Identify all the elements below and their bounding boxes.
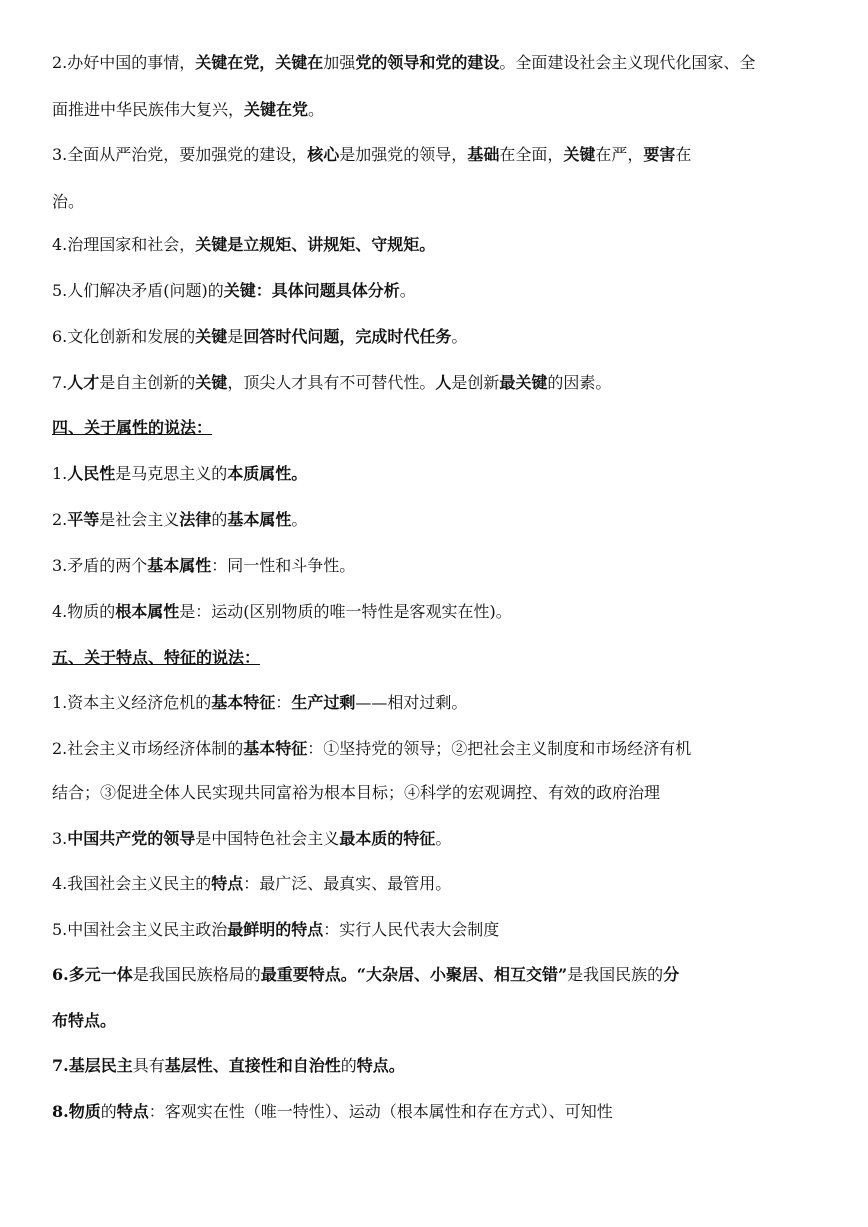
text-line <box>52 601 822 623</box>
section-heading <box>52 647 822 669</box>
text-line <box>52 234 822 256</box>
text: 。 <box>435 829 452 848</box>
text: 是我国民族格局的 <box>132 965 261 984</box>
bold-text: 法律 <box>179 510 212 529</box>
text-line <box>52 692 822 714</box>
bold-text: 基层性、直接性和自治性 <box>164 1056 341 1075</box>
text: 2. <box>52 510 68 529</box>
bold-text: 本质属性。 <box>227 464 308 483</box>
bold-text: 8.物质 <box>52 1102 101 1121</box>
bold-text: 关键：具体问题具体分析 <box>223 281 400 300</box>
text-line <box>52 738 822 760</box>
bold-text: 党的领导和党的建设 <box>355 53 500 72</box>
bold-text: 人才 <box>67 373 100 392</box>
text: ：同一性和斗争性。 <box>211 556 356 575</box>
bold-text: 关键在党 <box>244 100 309 119</box>
text: 3.矛盾的两个 <box>52 556 148 575</box>
text-line <box>52 828 822 850</box>
text-line <box>52 1101 822 1123</box>
text: 是社会主义 <box>99 510 180 529</box>
text: 3. <box>52 829 68 848</box>
text: 在 <box>675 145 692 164</box>
text: 4.物质的 <box>52 602 116 621</box>
text-line <box>52 372 822 394</box>
text: 。 <box>451 327 468 346</box>
text: 5.中国社会主义民主政治 <box>52 920 228 939</box>
text: 。 <box>291 510 308 529</box>
bold-text: 基础 <box>467 145 500 164</box>
bold-text: 分 <box>663 965 680 984</box>
text: ：实行人民代表大会制度 <box>323 920 500 939</box>
text-line <box>52 280 822 302</box>
bold-text: 基本特征 <box>243 739 308 758</box>
section-heading <box>52 417 822 439</box>
bold-text: 关键是立规矩、讲规矩、守规矩。 <box>195 235 436 254</box>
text: 4.治理国家和社会， <box>52 235 196 254</box>
text: 加强 <box>323 53 356 72</box>
text: 治。 <box>52 192 85 211</box>
bold-text: 关键 <box>195 327 228 346</box>
text: 的因素。 <box>547 373 612 392</box>
bold-text: 最重要特点。 <box>260 965 357 984</box>
text: 2.社会主义市场经济体制的 <box>52 739 244 758</box>
text: 在全面， <box>499 145 564 164</box>
text-line <box>52 463 822 485</box>
text-line <box>52 782 822 804</box>
text-line <box>52 1010 822 1032</box>
text: 7. <box>52 373 68 392</box>
bold-text: 基本属性 <box>227 510 292 529</box>
text: 是我国民族的 <box>567 965 664 984</box>
bold-text: 基本属性 <box>147 556 212 575</box>
text: ：客观实在性（唯一特性）、运动（根本属性和存在方式）、可知性 <box>148 1102 613 1121</box>
bold-text: 6.多元一体 <box>52 965 133 984</box>
bold-text: 特点。 <box>356 1056 405 1075</box>
bold-text: “大杂居、小聚居、相互交错” <box>356 965 568 984</box>
text-line <box>52 555 822 577</box>
text: 是：运动(区别物质的唯一特性是客观实在性)。 <box>179 602 512 621</box>
text: 是加强党的领导， <box>339 145 468 164</box>
text-line <box>52 509 822 531</box>
bold-text: 要害 <box>643 145 676 164</box>
text: 是马克思主义的 <box>115 464 228 483</box>
bold-text: 关键在党，关键在 <box>195 53 324 72</box>
text: 。全面建设社会主义现代化国家、全 <box>499 53 756 72</box>
bold-text: 生产过剩 <box>291 693 356 712</box>
bold-text: 7.基层民主 <box>52 1056 133 1075</box>
text: 。 <box>399 281 416 300</box>
bold-text: 中国共产党的领导 <box>67 829 196 848</box>
bold-text: 关键 <box>195 373 228 392</box>
bold-text: 根本属性 <box>115 602 180 621</box>
bold-text: 人民性 <box>67 464 116 483</box>
text: 2.办好中国的事情， <box>52 53 196 72</box>
text: 的 <box>340 1056 357 1075</box>
text: 3.全面从严治党，要加强党的建设， <box>52 145 308 164</box>
text: ： <box>275 693 292 712</box>
bold-text: 人 <box>435 373 452 392</box>
text-line <box>52 191 822 213</box>
text: 四、关于属性的说法： <box>52 418 213 437</box>
text-line <box>52 964 822 986</box>
text: 的 <box>211 510 228 529</box>
bold-text: 布特点。 <box>52 1011 117 1030</box>
bold-text: 回答时代问题，完成时代任务 <box>243 327 452 346</box>
text-line <box>52 99 822 121</box>
bold-text: 最鲜明的特点 <box>227 920 324 939</box>
text: 具有 <box>132 1056 165 1075</box>
bold-text: 最本质的特征 <box>339 829 436 848</box>
text: 是创新 <box>451 373 500 392</box>
text: 。 <box>308 100 325 119</box>
bold-text: 平等 <box>67 510 100 529</box>
text: ，顶尖人才具有不可替代性。 <box>227 373 436 392</box>
bold-text: 最关键 <box>499 373 548 392</box>
text: 是 <box>227 327 244 346</box>
text: 1. <box>52 464 68 483</box>
bold-text: 核心 <box>307 145 340 164</box>
text-line <box>52 873 822 895</box>
text-line <box>52 52 822 74</box>
bold-text: 特点 <box>211 874 244 893</box>
bold-text: 基本特征 <box>211 693 276 712</box>
text: 面推进中华民族伟大复兴， <box>52 100 245 119</box>
text: ——相对过剩。 <box>355 693 468 712</box>
bold-text: 关键 <box>563 145 596 164</box>
text: 是自主创新的 <box>99 373 196 392</box>
text: 的 <box>100 1102 117 1121</box>
text-line <box>52 1055 822 1077</box>
text: 是中国特色社会主义 <box>195 829 340 848</box>
text: 4.我国社会主义民主的 <box>52 874 212 893</box>
text: 6.文化创新和发展的 <box>52 327 196 346</box>
text: 结合；③促进全体人民实现共同富裕为根本目标；④科学的宏观调控、有效的政府治理 <box>52 783 661 802</box>
bold-text: 特点 <box>116 1102 149 1121</box>
text-line <box>52 919 822 941</box>
text-line <box>52 326 822 348</box>
text: 1.资本主义经济危机的 <box>52 693 212 712</box>
text: 在严， <box>595 145 644 164</box>
text: ：①坚持党的领导；②把社会主义制度和市场经济有机 <box>307 739 692 758</box>
text-line <box>52 144 822 166</box>
text: ：最广泛、最真实、最管用。 <box>243 874 452 893</box>
text: 五、关于特点、特征的说法： <box>52 648 261 667</box>
text: 5.人们解决矛盾(问题)的 <box>52 281 224 300</box>
